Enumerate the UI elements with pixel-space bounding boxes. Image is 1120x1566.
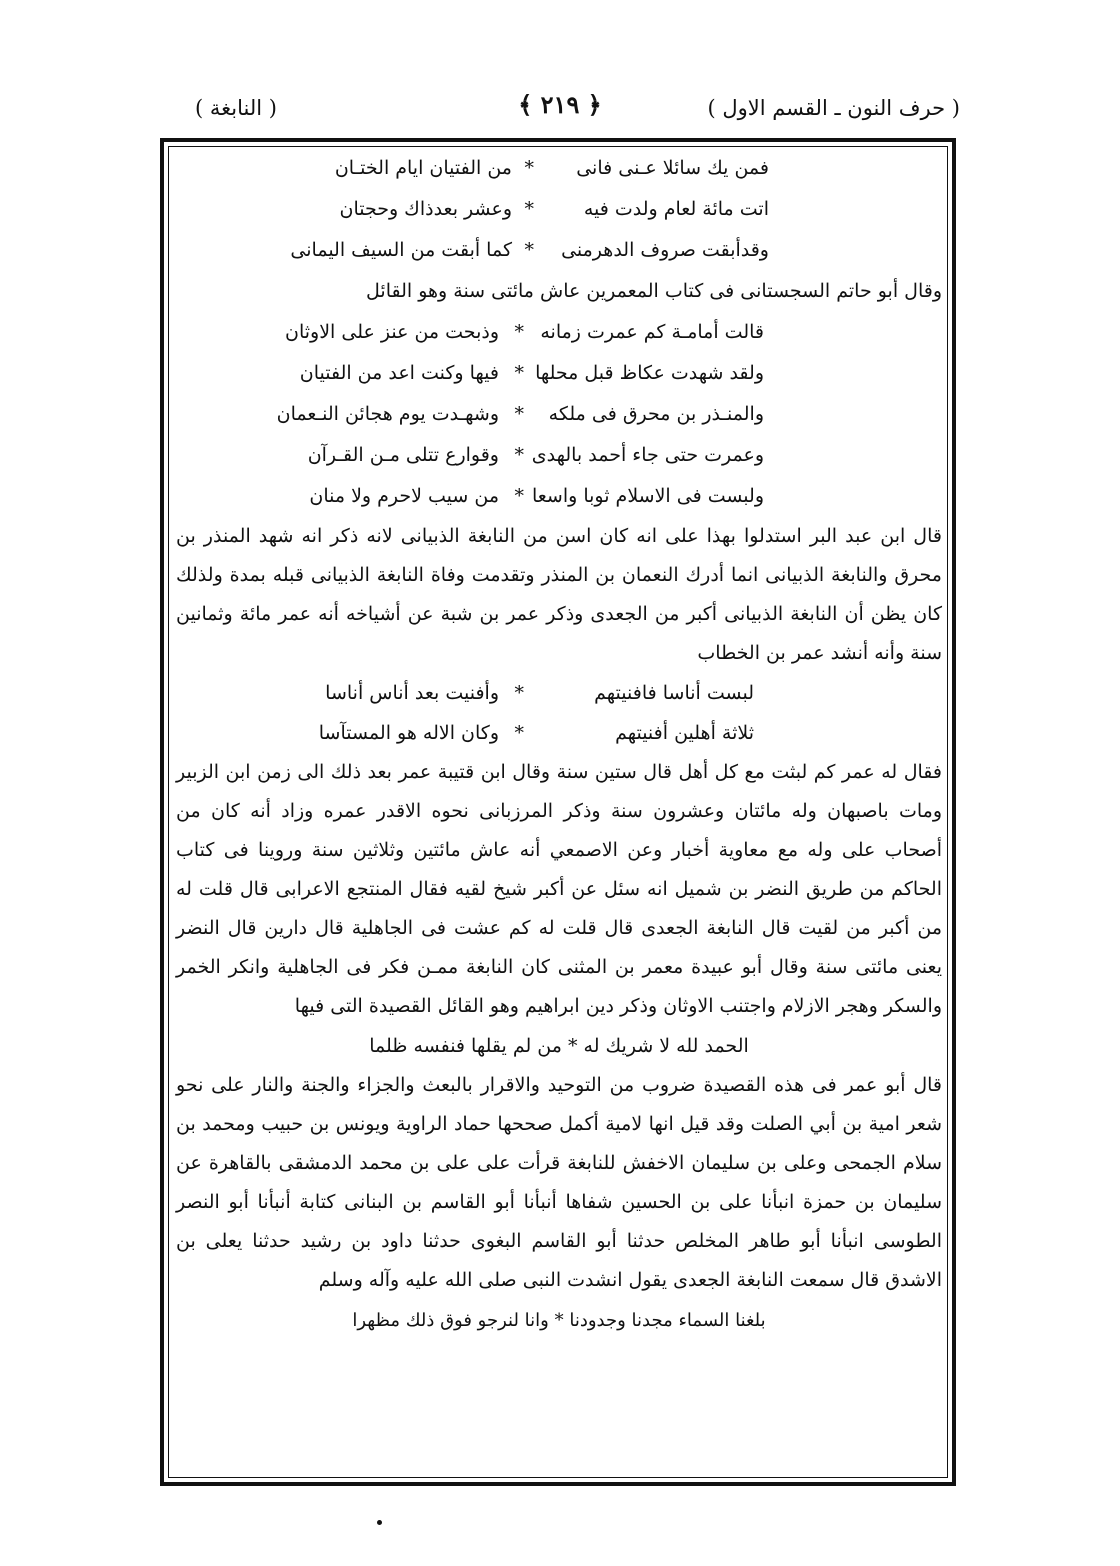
verse-line (174, 230, 944, 271)
verse-line (174, 353, 944, 394)
page-header (160, 90, 960, 132)
paragraph-umar-question: فقال له عمر كم لبثت مع كل أهل قال ستين سنة وقال ابن قتيبة عمر بعد ذلك الى زمن ابن الزبير ومات باصبهان وله مائتان وعشرون سنة وذكر المرزبانى نحوه الاقدر عمره وزاد أنه كان من أصحاب على وله مع معاوية أخبار وعن الاصمعي أنه عاش مائتين وثلاثين سنة وروينا فى كتاب الحاكم من طريق النضر بن شميل انه سئل عن أكبر شيخ لقيه فقال المنتجع الاعرابى قال قلت له من أكبر من لقيت قال النابغة الجعدى قال قلت له كم عشت فى الجاهلية قال دارين قال النضر يعنى مائتى سنة وقال أبو عبيدة معمر بن المثنى كان النابغة ممـن فكر فى الجاهلية وانكر الخمر والسكر وهجر الازلام واجتنب الاوثان وذكر دين ابراهيم وهو القائل القصيدة التى فيها (176, 761, 942, 1017)
verse-separator: * (514, 722, 524, 744)
verse-first-hemistich: الحمد لله لا شريك له (583, 1035, 749, 1057)
verse-line (174, 476, 944, 517)
verse-separator: * (514, 403, 524, 425)
verse-second-hemistich: وقوارع تتلى مـن القـرآن (307, 444, 499, 466)
verse-first-hemistich: والمنـذر بن محرق فى ملكه (548, 403, 764, 425)
verse-line (174, 1026, 944, 1066)
verse-line (174, 394, 944, 435)
verse-line (174, 435, 944, 476)
verse-line (174, 673, 944, 713)
verse-first-hemistich: وعمرت حتى جاء أحمد بالهدى (531, 444, 764, 466)
page-body (174, 148, 944, 1342)
verse-first-hemistich: ولبست فى الاسلام ثوبا واسعا (531, 485, 764, 507)
verse-second-hemistich: وعشر بعدذاك وحجتان (339, 198, 512, 220)
intro-line: وقال أبو حاتم السجستانى فى كتاب المعمرين عاش مائتى سنة وهو القائل (366, 280, 942, 302)
ink-dot (377, 1520, 382, 1525)
verse-separator: * (514, 362, 524, 384)
page-number: ﴿ ٢١٩ ﴾ (518, 90, 602, 119)
verse-first-hemistich: بلغنا السماء مجدنا وجدودنا (569, 1310, 766, 1331)
verse-second-hemistich: من سيب لاحرم ولا منان (309, 485, 499, 507)
verse-line (174, 189, 944, 230)
entry-heading: ( النابغة ) (195, 96, 277, 120)
verse-first-hemistich: لبست أناسا فافنيتهم (594, 682, 754, 704)
verse-line (174, 713, 944, 753)
verse-line (174, 312, 944, 353)
verse-separator: * (554, 1310, 564, 1331)
verse-second-hemistich: كما أبقت من السيف اليمانى (290, 239, 512, 261)
paragraph-abu-umar: قال أبو عمر فى هذه القصيدة ضروب من التوحيد والاقرار بالبعث والجزاء والجنة والنار على نحو شعر امية بن أبي الصلت وقد قيل انها لامية أكمل صححها حماد الراوية ويونس بن حبيب ومحمد بن سلام الجمحى وعلى بن سليمان الاخفش للنابغة قرأت على على بن محمد الدمشقى بالقاهرة عن سليمان بن حمزة انبأنا على بن الحسين شفاها أنبأنا أبو القاسم بن البنانى كتابة أنبأنا أبو النصر الطوسى انبأنا أبو طاهر المخلص حدثنا أبو القاسم البغوى حدثنا داود بن رشيد حدثنا يعلى بن الاشدق قال سمعت النابغة الجعدى يقول انشدت النبى صلى الله عليه وآله وسلم (176, 1074, 942, 1291)
verse-separator: * (514, 682, 524, 704)
verse-second-hemistich: فيها وكنت اعد من الفتيان (299, 362, 499, 384)
verse-second-hemistich: من لم يقلها فنفسه ظلما (369, 1035, 562, 1057)
verse-line (174, 148, 944, 189)
verse-first-hemistich: وقدأبقت صروف الدهرمنى (561, 239, 769, 261)
verse-second-hemistich: وشهـدت يوم هجائن النـعمان (276, 403, 499, 425)
verse-first-hemistich: قالت أمامـة كم عمرت زمانه (540, 321, 764, 343)
verse-separator: * (514, 321, 524, 343)
verse-separator: * (567, 1035, 578, 1057)
paragraph-ibn-abd-al-barr: قال ابن عبد البر استدلوا بهذا على انه كان اسن من النابغة الذبيانى لانه ذكر انه شهد المنذر بن محرق والنابغة الذبيانى انما أدرك النعمان بن المنذر وتقدمت وفاة النابغة الذبيانى قبله بمدة ولذلك كان يظن أن النابغة الذبيانى أكبر من الجعدى وذكر عمر بن شبة عن أشياخه أنه عمر مائة وثمانين سنة وأنه أنشد عمر بن الخطاب (176, 525, 942, 664)
verse-first-hemistich: ثلاثة أهلين أفنيتهم (615, 722, 754, 744)
verse-separator: * (524, 198, 534, 220)
chapter-heading: ( حرف النون ـ القسم الاول ) (707, 96, 960, 120)
verse-first-hemistich: ولقد شهدت عكاظ قبل محلها (535, 362, 764, 384)
verse-second-hemistich: وكان الاله هو المستآسا (318, 722, 499, 744)
verse-first-hemistich: اتت مائة لعام ولدت فيه (583, 198, 769, 220)
verse-second-hemistich: وانا لنرجو فوق ذلك مظهرا (352, 1310, 549, 1331)
verse-first-hemistich: فمن يك سائلا عـنى فانى (576, 157, 769, 179)
verse-second-hemistich: من الفتيان ايام الختـان (334, 157, 512, 179)
verse-separator: * (524, 157, 534, 179)
verse-second-hemistich: وأفنيت بعد أناس أناسا (325, 682, 499, 704)
verse-second-hemistich: وذبحت من عنز على الاوثان (285, 321, 499, 343)
verse-separator: * (514, 485, 524, 507)
verse-line (174, 1300, 944, 1342)
verse-separator: * (524, 239, 534, 261)
verse-separator: * (514, 444, 524, 466)
